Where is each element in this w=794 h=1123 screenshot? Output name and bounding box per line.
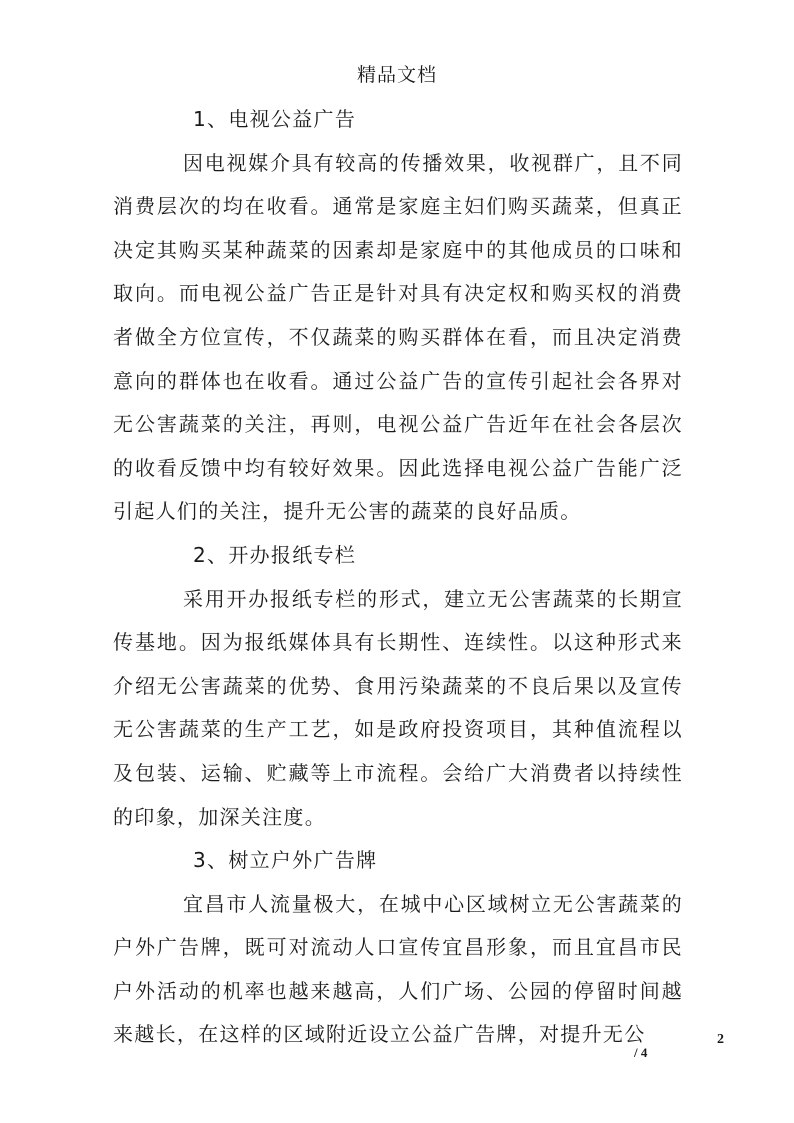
page-total: / 4 xyxy=(634,1045,648,1060)
section-body-newspaper-column: 采用开办报纸专栏的形式，建立无公害蔬菜的长期宣传基地。因为报纸媒体具有长期性、连续性。以这种形式来介绍无公害蔬菜的优势、食用污染蔬菜的不良后果以及宣传无公害蔬菜的生产工艺，如是政府投资项目，其种值流程以及包装、运输、贮藏等上市流程。会给广大消费者以持续性的印象，加深关注度。 xyxy=(113,586,683,829)
page-header-title: 精品文档 xyxy=(356,64,437,86)
section-heading-outdoor-billboard: 3、树立户外广告牌 xyxy=(193,848,378,873)
section-body-tv-ads: 因电视媒介具有较高的传播效果，收视群广，且不同消费层次的均在收看。通常是家庭主妇们购买蔬菜，但真正决定其购买某种蔬菜的因素却是家庭中的其他成员的口味和取向。而电视公益广告正是针对具有决定权和购买权的消费者做全方位宣传，不仅蔬菜的购买群体在看，而且决定消费意向的群体也在收看。通过公益广告的宣传引起社会各界对无公害蔬菜的关注，再则，电视公益广告近年在社会各层次的收看反馈中均有较好效果。因此选择电视公益广告能广泛引起人们的关注，提升无公害的蔬菜的良好品质。 xyxy=(113,150,683,524)
section-heading-tv-ads: 1、电视公益广告 xyxy=(193,107,357,131)
section-heading-newspaper-column: 2、开办报纸专栏 xyxy=(193,542,357,567)
page-number: 2 xyxy=(717,1032,724,1047)
section-body-outdoor-billboard: 宜昌市人流量极大，在城中心区域树立无公害蔬菜的户外广告牌，既可对流动人口宣传宜昌形象，而且宜昌市民户外活动的机率也越来越高，人们广场、公园的停留时间越来越长，在这样的区域附近设立公益广告牌，对提升无公 xyxy=(113,891,683,1047)
document-body xyxy=(113,98,683,1057)
